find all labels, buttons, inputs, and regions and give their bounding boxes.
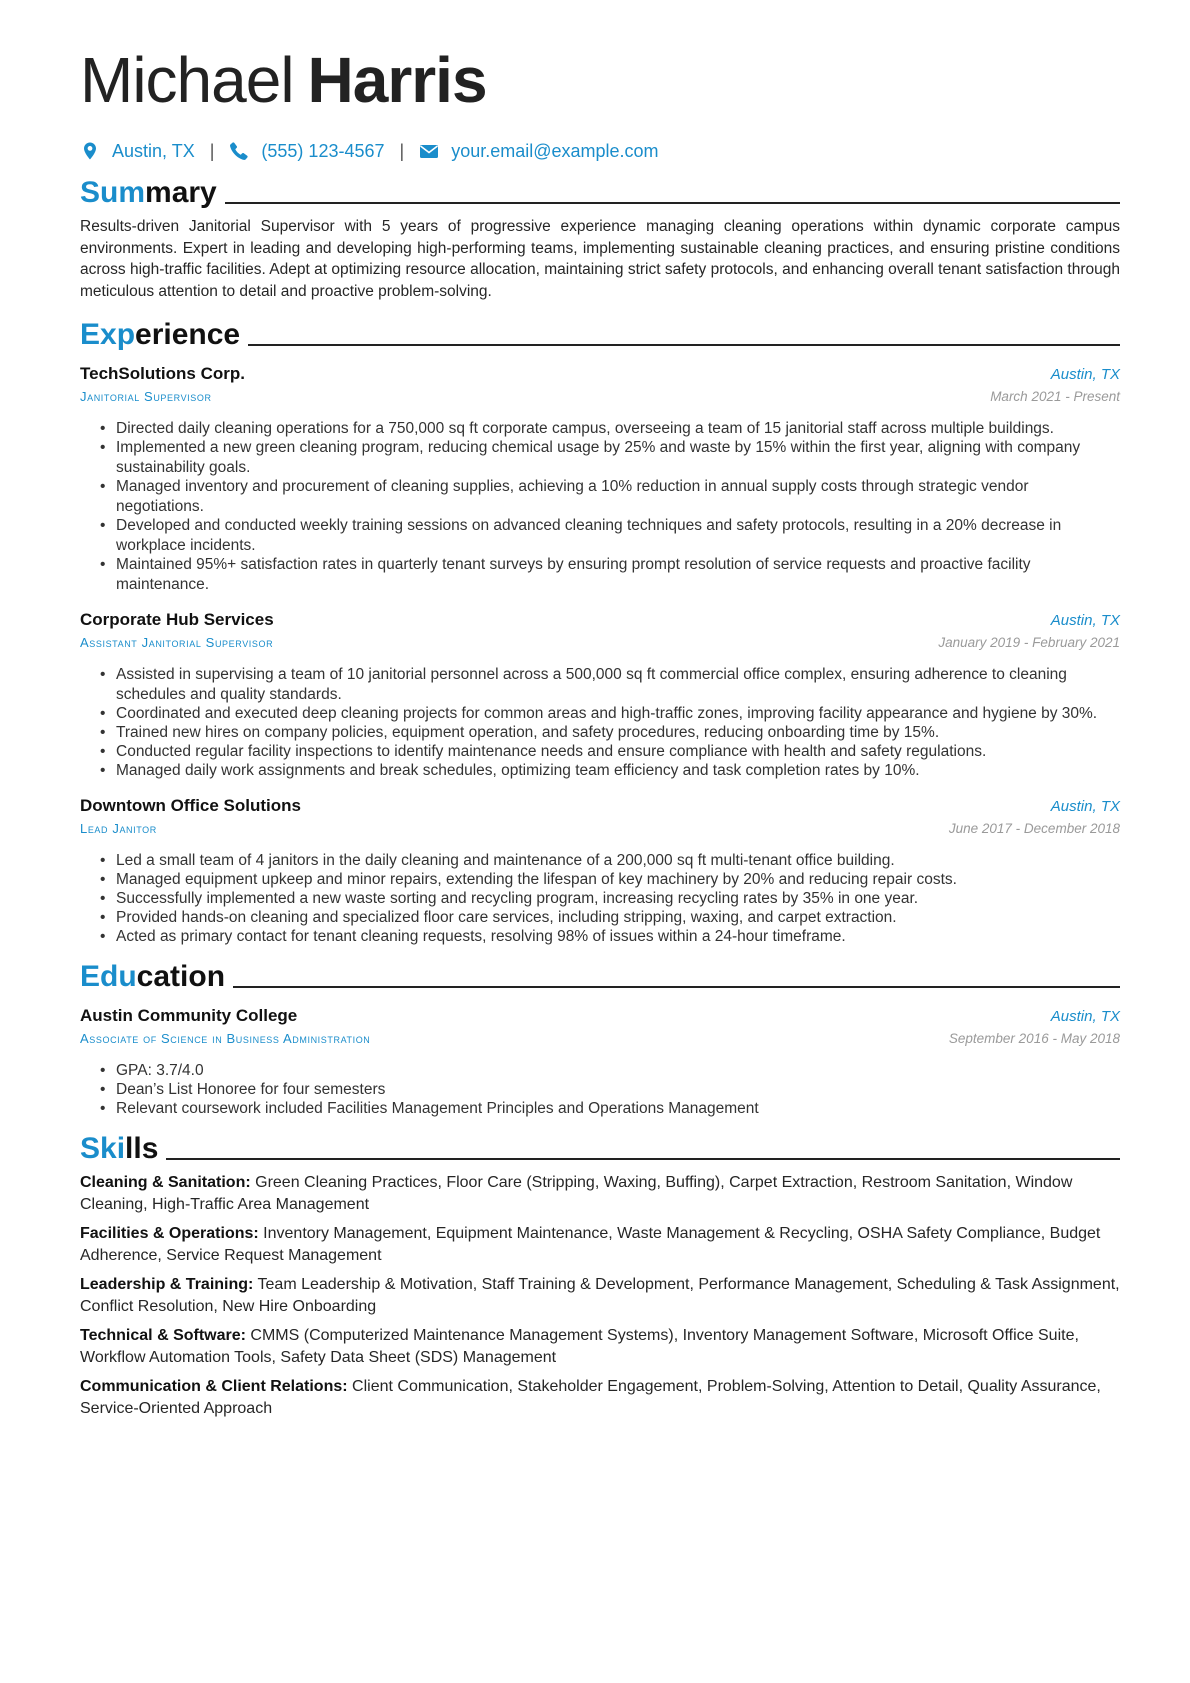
- list-item: • Managed inventory and procurement of cleaning supplies, achieving a 10% reduction in annual supply costs through strategic vendor negotiations.: [116, 477, 1120, 517]
- envelope-icon: [419, 141, 439, 161]
- list-item: • Acted as primary contact for tenant cleaning requests, resolving 98% of issues within a 24-hour timeframe.: [116, 927, 1120, 947]
- skill-category: Communication & Client Relations:: [80, 1378, 348, 1395]
- list-item: • Trained new hires on company policies, equipment operation, and safety procedures, reducing onboarding time by 15%.: [116, 723, 1120, 743]
- summary-heading: [80, 172, 1120, 212]
- skill-group: [80, 1172, 1120, 1215]
- bullet-list: [80, 851, 1120, 947]
- contact-bar: [80, 136, 1120, 166]
- company-name: Downtown Office Solutions: [80, 796, 301, 815]
- section-rule: [166, 1158, 1120, 1160]
- contact-separator: |: [209, 140, 215, 161]
- summary-title-rest: mary: [145, 176, 217, 209]
- company-name: TechSolutions Corp.: [80, 364, 245, 383]
- first-name: Michael: [80, 44, 294, 116]
- contact-location: [80, 141, 195, 162]
- candidate-name: [80, 34, 1120, 126]
- education-title-accent: Edu: [80, 960, 137, 993]
- list-item: • Successfully implemented a new waste sorting and recycling program, increasing recycling rates by 35% in one year.: [116, 889, 1120, 909]
- list-item: • GPA: 3.7/4.0: [116, 1061, 1120, 1081]
- job-location: Austin, TX: [1050, 366, 1120, 383]
- list-item: • Coordinated and executed deep cleaning projects for common areas and high-traffic zones, improving facility appearance and hygiene by 30%.: [116, 704, 1120, 724]
- skill-items: Client Communication, Stakeholder Engagement, Problem-Solving, Attention to Detail, Quality Assurance, Service-Oriented Approach: [80, 1378, 1101, 1417]
- contact-phone[interactable]: [229, 141, 384, 162]
- skill-group: [80, 1376, 1120, 1419]
- job-title: Assistant Janitorial Supervisor: [80, 635, 274, 650]
- skill-items: CMMS (Computerized Maintenance Management Systems), Inventory Management Software, Microsoft Office Suite, Workflow Automation Tools, Safety Data Sheet (SDS) Management: [80, 1327, 1079, 1366]
- bullet-list: [80, 665, 1120, 781]
- list-item: • Maintained 95%+ satisfaction rates in quarterly tenant surveys by ensuring prompt resolution of service requests and proactive facility maintenance.: [116, 555, 1120, 595]
- skill-group: [80, 1274, 1120, 1317]
- job-title: Lead Janitor: [80, 821, 157, 836]
- education-dates: September 2016 - May 2018: [948, 1031, 1120, 1046]
- skill-group: [80, 1325, 1120, 1368]
- education-entry: [80, 1004, 1120, 1119]
- skills-title-rest: lls: [125, 1132, 159, 1165]
- list-item: • Conducted regular facility inspections to identify maintenance needs and ensure compliance with health and safety regulations.: [116, 742, 1120, 762]
- experience-entry: [80, 362, 1120, 595]
- skill-category: Facilities & Operations:: [80, 1225, 259, 1242]
- bullet-list: [80, 419, 1120, 595]
- list-item: • Managed equipment upkeep and minor repairs, extending the lifespan of key machinery by 20% and reducing repair costs.: [116, 870, 1120, 890]
- skills-heading: [80, 1128, 1120, 1168]
- email-link[interactable]: your.email@example.com: [451, 140, 659, 161]
- school-location: Austin, TX: [1050, 1008, 1120, 1025]
- experience-entry: [80, 794, 1120, 947]
- contact-email[interactable]: [419, 141, 658, 162]
- list-item: • Assisted in supervising a team of 10 janitorial personnel across a 500,000 sq ft commercial office complex, ensuring adherence to cleaning schedules and quality standards.: [116, 665, 1120, 705]
- skill-category: Cleaning & Sanitation:: [80, 1174, 251, 1191]
- list-item: • Provided hands-on cleaning and specialized floor care services, including stripping, waxing, and carpet extraction.: [116, 908, 1120, 928]
- bullet-list: [80, 1061, 1120, 1119]
- company-name: Corporate Hub Services: [80, 610, 274, 629]
- education-heading: [80, 956, 1120, 996]
- job-title: Janitorial Supervisor: [80, 389, 212, 404]
- skill-category: Technical & Software:: [80, 1327, 246, 1344]
- job-dates: March 2021 - Present: [990, 389, 1120, 404]
- phone-text[interactable]: (555) 123-4567: [261, 140, 385, 161]
- list-item: • Developed and conducted weekly training sessions on advanced cleaning techniques and safety protocols, resulting in a 20% decrease in workplace incidents.: [116, 516, 1120, 556]
- skill-items: Green Cleaning Practices, Floor Care (Stripping, Waxing, Buffing), Carpet Extraction, Restroom Sanitation, Window Cleaning, High-Traffic Area Management: [80, 1174, 1073, 1213]
- section-rule: [225, 202, 1120, 204]
- skill-items: Team Leadership & Motivation, Staff Training & Development, Performance Management, Scheduling & Task Assignment, Conflict Resolution, New Hire Onboarding: [80, 1276, 1120, 1315]
- skills-title-accent: Ski: [80, 1132, 126, 1165]
- school-name: Austin Community College: [80, 1006, 298, 1025]
- list-item: • Implemented a new green cleaning program, reducing chemical usage by 25% and waste by 15% within the first year, aligning with company sustainability goals.: [116, 438, 1120, 478]
- experience-title-rest: erience: [135, 318, 241, 351]
- contact-separator: |: [399, 140, 405, 161]
- education-title-rest: cation: [136, 960, 226, 993]
- skill-category: Leadership & Training:: [80, 1276, 254, 1293]
- list-item: • Led a small team of 4 janitors in the daily cleaning and maintenance of a 200,000 sq ft multi-tenant office building.: [116, 851, 1120, 871]
- job-location: Austin, TX: [1050, 612, 1120, 629]
- job-dates: June 2017 - December 2018: [948, 821, 1120, 836]
- summary-text: Results-driven Janitorial Supervisor with 5 years of progressive experience managing cleaning operations within dynamic corporate campus environments. Expert in leading and developing high-performing teams, implementing sustainable cleaning practices, and ensuring pristine conditions across high-traffic facilities. Adept at optimizing resource allocation, maintaining strict safety protocols, and enhancing overall tenant satisfaction through meticulous attention to detail and proactive problem-solving.: [80, 218, 1120, 300]
- job-dates: January 2019 - February 2021: [938, 635, 1120, 650]
- location-text: Austin, TX: [112, 140, 195, 161]
- job-location: Austin, TX: [1050, 798, 1120, 815]
- last-name: Harris: [307, 44, 487, 116]
- experience-title-accent: Exp: [80, 318, 136, 351]
- skill-group: [80, 1223, 1120, 1266]
- list-item: • Managed daily work assignments and break schedules, optimizing team efficiency and task completion rates by 10%.: [116, 761, 1120, 781]
- map-pin-icon: [80, 141, 100, 161]
- phone-icon: [229, 141, 249, 161]
- skill-items: Inventory Management, Equipment Maintenance, Waste Management & Recycling, OSHA Safety Compliance, Budget Adherence, Service Request Management: [80, 1225, 1101, 1264]
- section-rule: [248, 344, 1120, 346]
- summary-title-accent: Sum: [80, 176, 146, 209]
- section-rule: [233, 986, 1120, 988]
- experience-entry: [80, 608, 1120, 781]
- list-item: • Dean’s List Honoree for four semesters: [116, 1080, 1120, 1100]
- list-item: • Relevant coursework included Facilities Management Principles and Operations Management: [116, 1099, 1120, 1119]
- degree-title: Associate of Science in Business Administration: [80, 1031, 371, 1046]
- experience-heading: [80, 314, 1120, 354]
- list-item: • Directed daily cleaning operations for a 750,000 sq ft corporate campus, overseeing a team of 15 janitorial staff across multiple buildings.: [116, 419, 1120, 439]
